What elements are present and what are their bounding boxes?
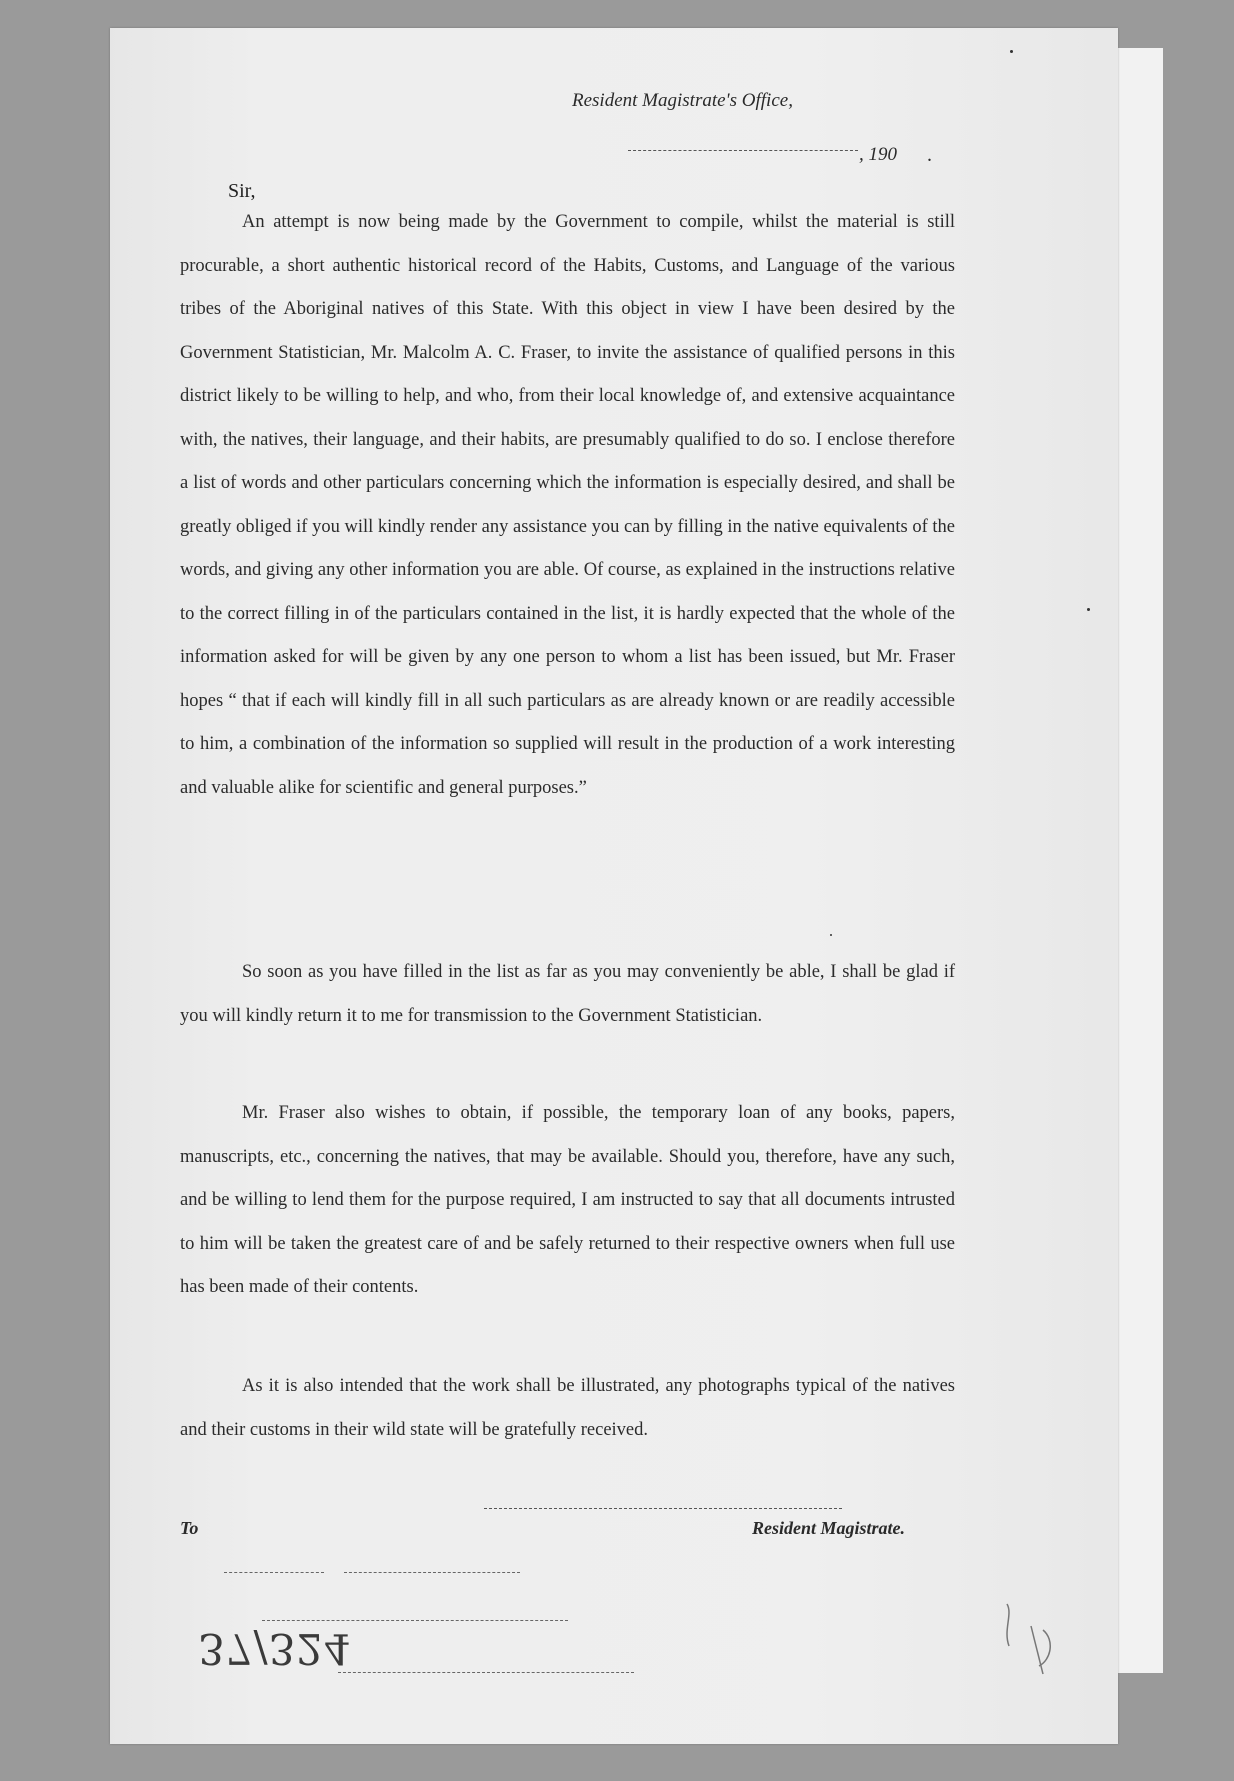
recipient-label: To [180,1518,199,1538]
body-paragraph-2: So soon as you have filled in the list as far as you may conveniently be able, I shall be glad if you will kindly return it to me for transmission to the Government Statistician. [180,962,955,1026]
signature-title: Resident Magistrate. [752,1518,906,1538]
date-blank-line [628,150,858,151]
paper-speck [830,934,832,936]
office-heading: Resident Magistrate's Office, [572,90,793,111]
body-paragraph-3: Mr. Fraser also wishes to obtain, if possible, the temporary loan of any books, papers, manuscripts, etc., concerning the natives, that may be available. Should you, therefore, have any such, and be willing to lend them for the purpose required, I am instructed to say that all documents intrusted to him will be taken the greatest care of and be safely returned to their respective owners when full use has been made of their contents. [180,1103,955,1297]
date-period: . [927,144,932,166]
address-line-3 [338,1672,634,1673]
date-year-prefix: , 190 [859,144,897,165]
address-line-1a [224,1572,324,1573]
signature-line [484,1508,842,1509]
salutation: Sir, [228,180,256,202]
address-line-1b [344,1572,520,1573]
paper-speck [1087,608,1090,611]
body-paragraph-1: An attempt is now being made by the Government to compile, whilst the material is still procurable, a short authentic historical record of the Habits, Customs, and Language of the various tribes of the Aboriginal natives of this State. With this object in view I have been desired by the Government Statistician, Mr. Malcolm A. C. Fraser, to invite the assistance of qualified persons in this district likely to be willing to help, and who, from their local knowledge of, and extensive acquaintance with, the natives, their language, and their habits, are presumably qualified to do so. I enclose therefore a list of words and other particulars concerning which the information is especially desired, and shall be greatly obliged if you will kindly render any assistance you can by filling in the native equivalents of the words, and giving any other information you are able. Of course, as explained in the instructions relative to the correct filling in of the particulars contained in the list, it is hardly expected that the whole of the information asked for will be given by any one person to whom a list has been issued, but Mr. Fraser hopes “ that if each will kindly fill in all such particulars as are already known or are readily accessible to him, a combination of the information so supplied will result in the production of a work interesting and valuable alike for scientific and general purposes.” [180,212,955,798]
pencil-mark-icon [995,1600,1065,1680]
paper-speck [1010,50,1013,53]
body-paragraph-4: As it is also intended that the work shall be illustrated, any photographs typical of the natives and their customs in their wild state will be gratefully received. [180,1376,955,1440]
address-line-2 [262,1620,568,1621]
handwritten-reference-number: 37/324 [198,1624,352,1673]
